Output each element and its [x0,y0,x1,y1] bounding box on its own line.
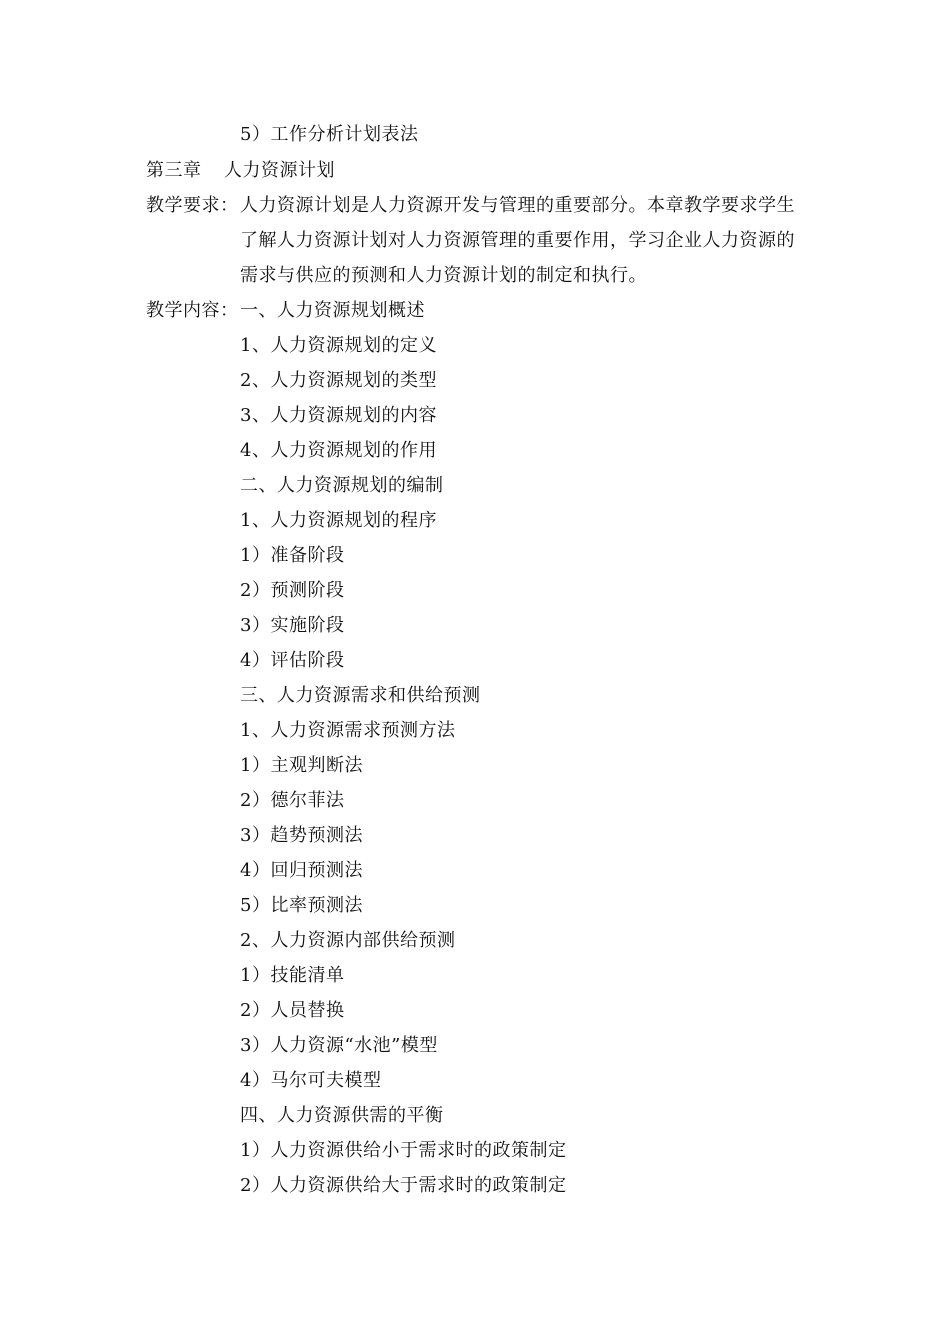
chapter-number: 第三章 [146,160,202,181]
content-item: 4、人力资源规划的作用 [240,440,437,461]
content-label: 教学内容： [146,300,239,321]
chapter-heading [146,158,335,184]
content-item: 1）人力资源供给小于需求时的政策制定 [240,1140,567,1161]
content-item: 2）预测阶段 [240,580,345,601]
requirements-line-1 [146,193,795,219]
content-item: 2）人员替换 [240,1000,345,1021]
content-item: 1、人力资源需求预测方法 [240,720,456,741]
requirements-text-2: 了解人力资源计划对人力资源管理的重要作用，学习企业人力资源的 [240,230,795,251]
requirements-text-3: 需求与供应的预测和人力资源计划的制定和执行。 [240,265,647,286]
content-item: 四、人力资源供需的平衡 [240,1105,444,1126]
content-item: 三、人力资源需求和供给预测 [240,685,481,706]
content-item: 二、人力资源规划的编制 [240,475,444,496]
content-item: 2）人力资源供给大于需求时的政策制定 [240,1175,567,1196]
requirements-label: 教学要求： [146,195,239,216]
content-item: 3、人力资源规划的内容 [240,405,437,426]
content-item: 3）实施阶段 [240,615,345,636]
content-item: 一、人力资源规划概述 [240,300,425,321]
content-item: 3）趋势预测法 [240,825,363,846]
content-item: 5）比率预测法 [240,895,363,916]
content-item: 4）马尔可夫模型 [240,1070,382,1091]
content-item: 1）主观判断法 [240,755,363,776]
content-item: 2、人力资源内部供给预测 [240,930,456,951]
content-item: 1、人力资源规划的程序 [240,510,437,531]
content-item: 2、人力资源规划的类型 [240,370,437,391]
content-item: 2）德尔菲法 [240,790,345,811]
content-item: 1）技能清单 [240,965,345,986]
content-item: 4）评估阶段 [240,650,345,671]
content-item: 1）准备阶段 [240,545,345,566]
content-item: 1、人力资源规划的定义 [240,335,437,356]
chapter-title: 人力资源计划 [224,160,335,181]
requirements-text-1: 人力资源计划是人力资源开发与管理的重要部分。本章教学要求学生 [240,195,795,216]
content-item: 4）回归预测法 [240,860,363,881]
previous-list-item: 5）工作分析计划表法 [240,124,419,145]
content-item: 3）人力资源“水池”模型 [240,1035,438,1056]
content-line-1 [146,298,425,324]
